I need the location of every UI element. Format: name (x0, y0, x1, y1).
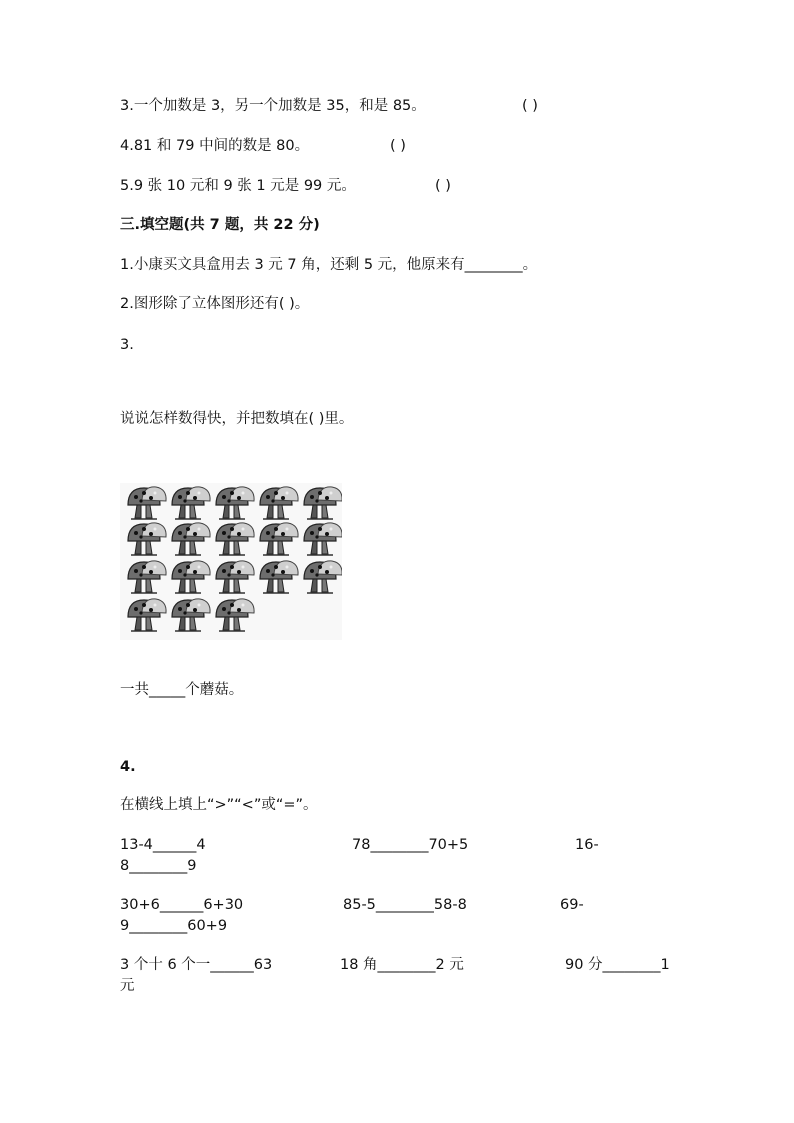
compare-r1-a: 13-4______4 (120, 837, 206, 853)
judge-q3-text: 3.一个加数是 3，另一个加数是 35，和是 85。 (120, 98, 426, 114)
fill-q3-number: 3. (120, 337, 134, 353)
judge-q4-paren[interactable]: ( ) (390, 138, 406, 154)
compare-r2-c1: 69- (560, 897, 584, 913)
fill-q3-answer: 一共_____个蘑菇。 (120, 682, 244, 698)
judge-q4-text: 4.81 和 79 中间的数是 80。 (120, 138, 310, 154)
compare-r1-c2: 8________9 (120, 858, 197, 874)
compare-r3-b: 18 角________2 元 (340, 957, 464, 973)
compare-r3-c2: 元 (120, 978, 135, 994)
judge-q5 (120, 176, 356, 196)
judge-q5-paren[interactable]: ( ) (435, 178, 451, 194)
fill-q1: 1.小康买文具盒用去 3 元 7 角，还剩 5 元，他原来有________。 (120, 257, 538, 273)
judge-q3-paren[interactable]: ( ) (522, 98, 538, 114)
judge-q4 (120, 136, 309, 156)
compare-r3-c1: 90 分________1 (565, 957, 670, 973)
judge-q5-text: 5.9 张 10 元和 9 张 1 元是 99 元。 (120, 178, 356, 194)
compare-r1-c1: 16- (575, 837, 599, 853)
mushroom-picture (120, 483, 342, 640)
compare-r2-c2: 9________60+9 (120, 918, 228, 934)
section-heading: 三.填空题(共 7 题，共 22 分) (120, 217, 320, 233)
judge-q3 (120, 96, 426, 116)
fill-q4-number: 4. (120, 759, 136, 775)
compare-r3-a: 3 个十 6 个一______63 (120, 957, 273, 973)
fill-q2: 2.图形除了立体图形还有( )。 (120, 296, 310, 312)
fill-q4-prompt: 在横线上填上“>”“<”或“=”。 (120, 797, 318, 813)
compare-r2-a: 30+6______6+30 (120, 897, 244, 913)
fill-q3-prompt: 说说怎样数得快，并把数填在( )里。 (120, 411, 354, 427)
compare-r1-b: 78________70+5 (352, 837, 469, 853)
compare-r2-b: 85-5________58-8 (343, 897, 467, 913)
